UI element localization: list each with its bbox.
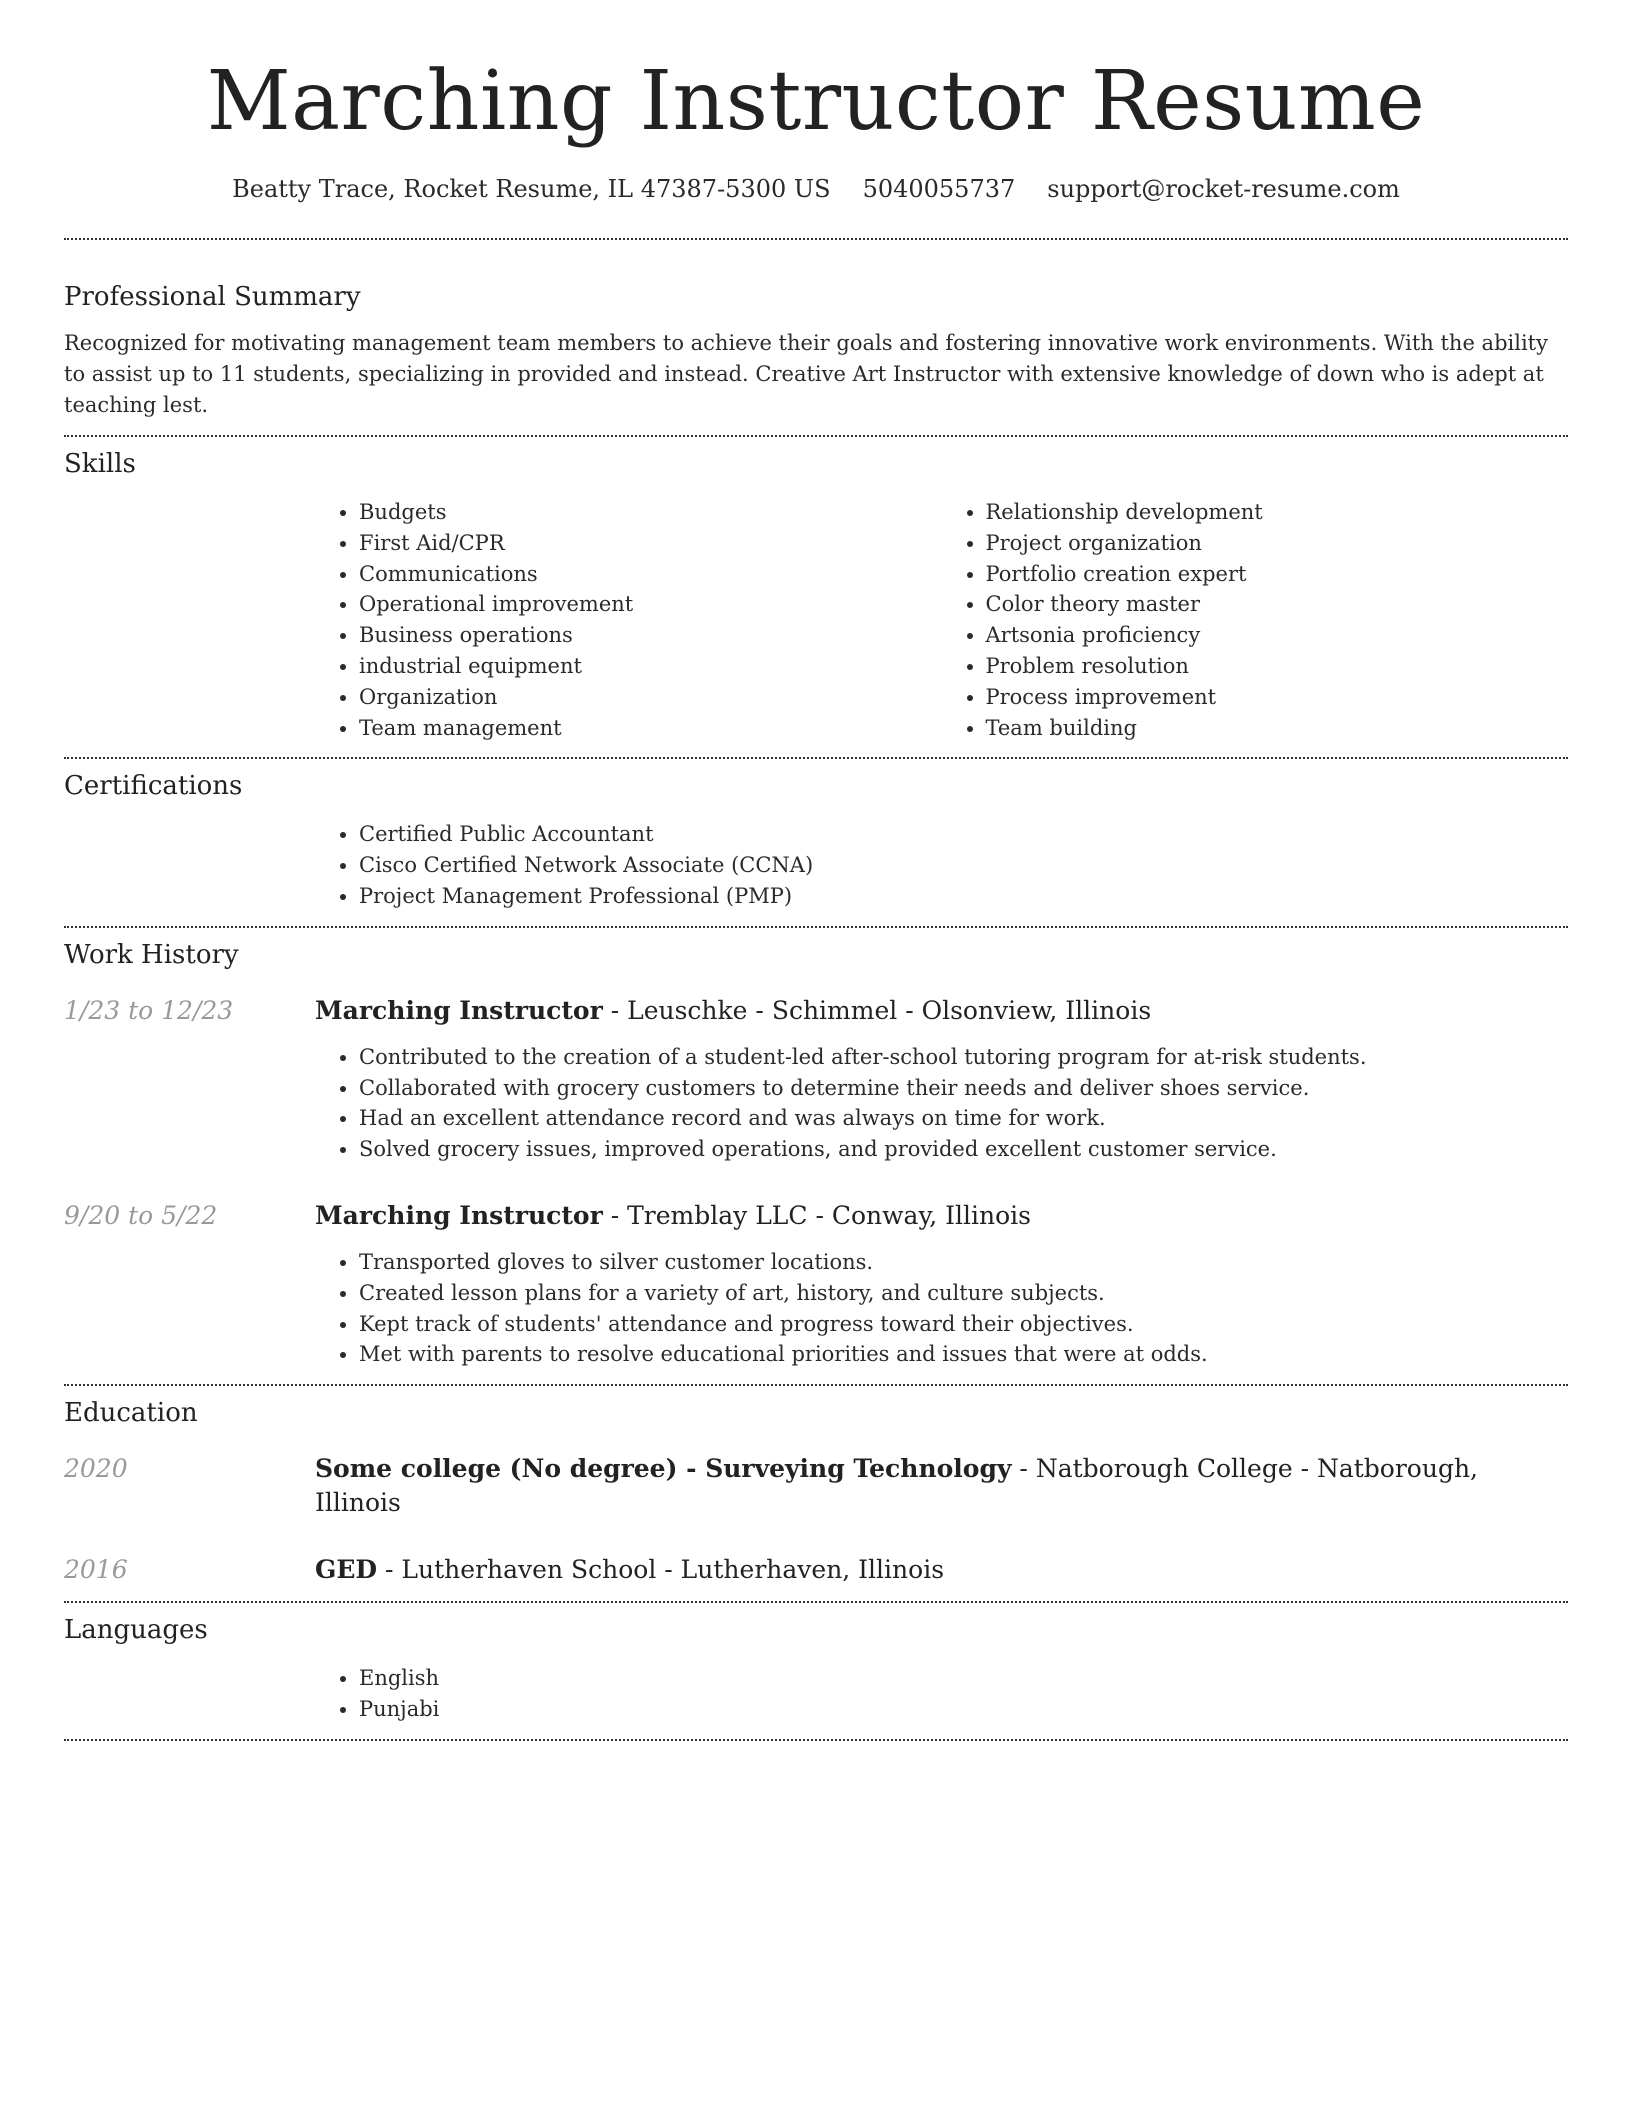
certification-item: • Cisco Certified Network Associate (CCNA) [359, 850, 1568, 881]
education-degree: GED [315, 1555, 378, 1585]
skills-section [64, 437, 1568, 743]
certification-item: • Certified Public Accountant [359, 819, 1568, 850]
skill-item: • Portfolio creation expert [986, 559, 1569, 590]
skill-item: • Communications [359, 559, 942, 590]
language-item: • English [359, 1663, 1568, 1694]
skill-item: • Problem resolution [986, 651, 1569, 682]
skill-item: • Team management [359, 713, 942, 744]
page-title: Marching Instructor Resume [206, 54, 1426, 149]
contact-line [64, 172, 1568, 206]
education-degree: Some college (No degree) - Surveying Technology [315, 1454, 1012, 1484]
skill-item: • Artsonia proficiency [986, 620, 1569, 651]
job-bullet: • Had an excellent attendance record and was always on time for work. [359, 1103, 1568, 1134]
skill-item: • industrial equipment [359, 651, 942, 682]
contact-address: Beatty Trace, Rocket Resume, IL 47387-5300 US [232, 175, 831, 203]
job-heading [315, 1199, 1031, 1233]
job-bullets [315, 1042, 1568, 1165]
languages-body [315, 1663, 1568, 1725]
job-dates: 1/23 to 12/23 [64, 995, 234, 1025]
skill-item: • Process improvement [986, 682, 1569, 713]
job-employer: - Tremblay LLC - Conway, Illinois [602, 1200, 1032, 1230]
job-bullet: • Solved grocery issues, improved operations, and provided excellent customer service. [359, 1134, 1568, 1165]
skill-item: • Team building [986, 713, 1569, 744]
job-employer: - Leuschke - Schimmel - Olsonview, Illinois [602, 995, 1152, 1025]
job-entry [64, 994, 1568, 1165]
skills-list-right [942, 497, 1569, 743]
skill-item: • Organization [359, 682, 942, 713]
job-bullets [315, 1247, 1568, 1370]
summary-heading: Professional Summary [64, 282, 361, 312]
summary-text: Recognized for motivating management team members to achieve their goals and fostering innovative work environments. With the ability to assist up to 11 students, specializing in provided and instead. Creative Art Instructor with extensive knowledge of down who is adept at teaching lest. [64, 331, 1548, 417]
job-title: Marching Instructor [315, 995, 603, 1025]
certifications-body [315, 819, 1568, 911]
education-section [64, 1386, 1568, 1587]
contact-phone: 5040055737 [862, 175, 1016, 203]
job-bullet: • Kept track of students' attendance and progress toward their objectives. [359, 1309, 1568, 1340]
languages-list [315, 1663, 1568, 1725]
language-item: • Punjabi [359, 1694, 1568, 1725]
summary-section [64, 240, 1568, 421]
job-dates: 9/20 to 5/22 [64, 1200, 218, 1230]
job-body [315, 1247, 1568, 1370]
education-heading: Education [64, 1398, 198, 1429]
skill-item: • Color theory master [986, 589, 1569, 620]
skills-list-left [315, 497, 942, 743]
education-school: - Natborough College - Natborough, Illinois [315, 1454, 1479, 1518]
languages-section [64, 1603, 1568, 1725]
work-heading: Work History [64, 939, 239, 970]
job-header [64, 994, 1568, 1028]
skill-item: • Budgets [359, 497, 942, 528]
skill-item: • Project organization [986, 528, 1569, 559]
skill-item: • Relationship development [986, 497, 1569, 528]
job-bullet: • Contributed to the creation of a student-led after-school tutoring program for at-risk students. [359, 1042, 1568, 1073]
certifications-list [315, 819, 1568, 911]
certifications-heading: Certifications [64, 771, 243, 802]
certification-item: • Project Management Professional (PMP) [359, 881, 1568, 912]
education-heading-line [315, 1452, 1568, 1520]
job-heading [315, 994, 1151, 1028]
job-bullet: • Collaborated with grocery customers to determine their needs and deliver shoes service. [359, 1073, 1568, 1104]
job-header [64, 1199, 1568, 1233]
job-bullet: • Transported gloves to silver customer locations. [359, 1247, 1568, 1278]
job-body [315, 1042, 1568, 1165]
languages-heading: Languages [64, 1615, 208, 1646]
skills-heading: Skills [64, 449, 136, 479]
education-entry [64, 1553, 1568, 1587]
job-title: Marching Instructor [315, 1200, 603, 1230]
skill-item: • Business operations [359, 620, 942, 651]
education-entry [64, 1452, 1568, 1520]
work-section [64, 928, 1568, 1370]
education-year: 2016 [64, 1555, 128, 1585]
job-bullet: • Met with parents to resolve educational priorities and issues that were at odds. [359, 1339, 1568, 1370]
skill-item: • First Aid/CPR [359, 528, 942, 559]
education-heading-line [315, 1553, 944, 1587]
certifications-section [64, 759, 1568, 911]
skills-grid [315, 497, 1568, 743]
education-year: 2020 [64, 1454, 128, 1484]
job-entry [64, 1199, 1568, 1370]
skill-item: • Operational improvement [359, 589, 942, 620]
contact-email: support@rocket-resume.com [1047, 175, 1400, 203]
job-bullet: • Created lesson plans for a variety of art, history, and culture subjects. [359, 1278, 1568, 1309]
education-school: - Lutherhaven School - Lutherhaven, Illinois [377, 1555, 945, 1585]
section-divider [64, 1739, 1568, 1741]
